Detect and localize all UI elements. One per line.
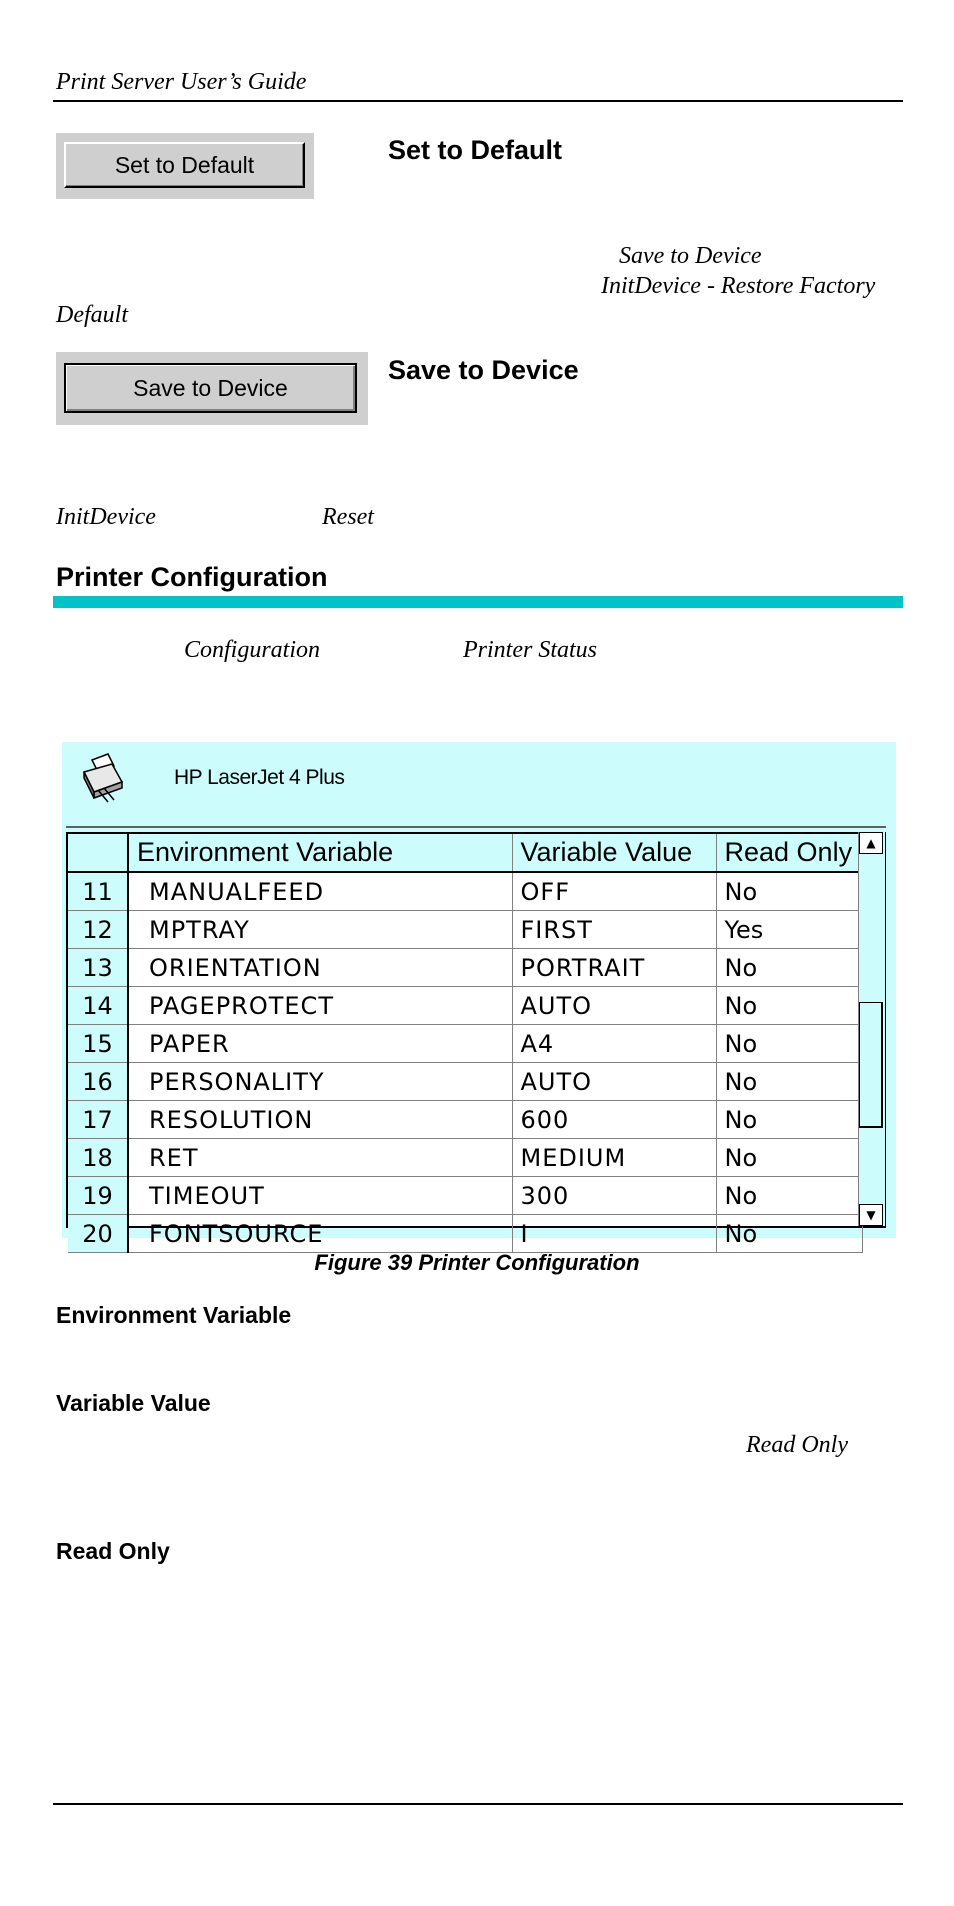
row-number: 13	[68, 949, 128, 987]
column-header-env-variable[interactable]: Environment Variable	[128, 834, 512, 872]
variable-value-cell[interactable]: PORTRAIT	[512, 949, 716, 987]
variable-value-cell[interactable]: I	[512, 1215, 716, 1253]
variable-value-cell[interactable]: FIRST	[512, 911, 716, 949]
variable-value-cell[interactable]: A4	[512, 1025, 716, 1063]
section-rule	[53, 596, 903, 608]
env-variable-cell[interactable]: MANUALFEED	[128, 872, 512, 911]
column-header-variable-value[interactable]: Variable Value	[512, 834, 716, 872]
printer-name: HP LaserJet 4 Plus	[174, 766, 345, 789]
set-default-button-label: Set to Default	[114, 151, 255, 178]
scroll-down-arrow-icon[interactable]: ▼	[859, 1204, 883, 1226]
read-only-cell: No	[716, 872, 862, 911]
grid-scrollbar[interactable]	[858, 832, 885, 1226]
row-number: 16	[68, 1063, 128, 1101]
save-to-device-button-label: Save to Device	[133, 374, 288, 401]
header-rule	[53, 100, 903, 102]
row-number: 12	[68, 911, 128, 949]
env-variable-cell[interactable]: TIMEOUT	[128, 1177, 512, 1215]
read-only-cell: No	[716, 1025, 862, 1063]
row-number: 19	[68, 1177, 128, 1215]
env-variable-cell[interactable]: RET	[128, 1139, 512, 1177]
footer-rule	[53, 1803, 903, 1805]
variable-value-cell[interactable]: MEDIUM	[512, 1139, 716, 1177]
scroll-up-arrow-icon[interactable]: ▲	[859, 832, 883, 854]
def-env-variable: Environment Variable	[56, 1302, 292, 1328]
variable-value-cell[interactable]: 300	[512, 1177, 716, 1215]
read-only-cell: No	[716, 949, 862, 987]
ref-initdevice-restore: InitDevice - Restore Factory	[601, 273, 876, 299]
ref-save-to-device: Save to Device	[619, 243, 762, 269]
def-read-only: Read Only	[56, 1538, 170, 1564]
grid-corner	[68, 834, 128, 872]
read-only-cell: No	[716, 1063, 862, 1101]
env-variable-cell[interactable]: MPTRAY	[128, 911, 512, 949]
set-default-screenshot	[56, 133, 314, 199]
read-only-cell: No	[716, 1177, 862, 1215]
row-number: 11	[68, 872, 128, 911]
read-only-cell: No	[716, 1139, 862, 1177]
ref-printer-status: Printer Status	[463, 637, 598, 663]
save-to-device-button[interactable]	[64, 363, 357, 413]
printer-icon	[78, 752, 126, 804]
variable-value-cell[interactable]: 600	[512, 1101, 716, 1139]
table-row[interactable]	[68, 1063, 862, 1101]
def-variable-value: Variable Value	[56, 1390, 211, 1416]
variable-value-cell[interactable]: AUTO	[512, 1063, 716, 1101]
page-header-title: Print Server User’s Guide	[56, 69, 307, 95]
row-number: 20	[68, 1215, 128, 1253]
variable-value-cell[interactable]: AUTO	[512, 987, 716, 1025]
table-row[interactable]	[68, 872, 862, 911]
table-row[interactable]	[68, 1139, 862, 1177]
set-default-button[interactable]	[64, 142, 305, 188]
save-device-heading: Save to Device	[388, 355, 579, 385]
read-only-cell: No	[716, 1101, 862, 1139]
env-variable-cell[interactable]: PAPER	[128, 1025, 512, 1063]
column-header-read-only[interactable]: Read Only	[716, 834, 862, 872]
env-variable-grid[interactable]	[66, 832, 886, 1248]
table-row[interactable]	[68, 949, 862, 987]
env-variable-cell[interactable]: ORIENTATION	[128, 949, 512, 987]
set-default-heading: Set to Default	[388, 135, 563, 165]
save-device-screenshot	[56, 352, 368, 425]
scroll-thumb[interactable]	[859, 1002, 883, 1128]
variable-value-cell[interactable]: OFF	[512, 872, 716, 911]
read-only-cell: No	[716, 1215, 862, 1253]
row-number: 14	[68, 987, 128, 1025]
row-number: 17	[68, 1101, 128, 1139]
table-row[interactable]	[68, 1215, 862, 1253]
ref-default: Default	[56, 302, 128, 328]
read-only-cell: Yes	[716, 911, 862, 949]
row-number: 18	[68, 1139, 128, 1177]
ref-initdevice: InitDevice	[56, 504, 156, 530]
env-variable-cell[interactable]: FONTSOURCE	[128, 1215, 512, 1253]
panel-divider	[66, 826, 886, 828]
env-variable-cell[interactable]: RESOLUTION	[128, 1101, 512, 1139]
figure-caption: Figure 39 Printer Configuration	[314, 1250, 640, 1275]
printer-config-heading: Printer Configuration	[56, 562, 328, 592]
table-row[interactable]	[68, 1025, 862, 1063]
table-row[interactable]	[68, 987, 862, 1025]
row-number: 15	[68, 1025, 128, 1063]
table-row[interactable]	[68, 1101, 862, 1139]
ref-configuration: Configuration	[184, 637, 321, 663]
ref-reset: Reset	[322, 504, 374, 530]
table-row[interactable]	[68, 911, 862, 949]
ref-read-only: Read Only	[746, 1432, 848, 1458]
table-row[interactable]	[68, 1177, 862, 1215]
env-variable-cell[interactable]: PERSONALITY	[128, 1063, 512, 1101]
env-variable-cell[interactable]: PAGEPROTECT	[128, 987, 512, 1025]
read-only-cell: No	[716, 987, 862, 1025]
